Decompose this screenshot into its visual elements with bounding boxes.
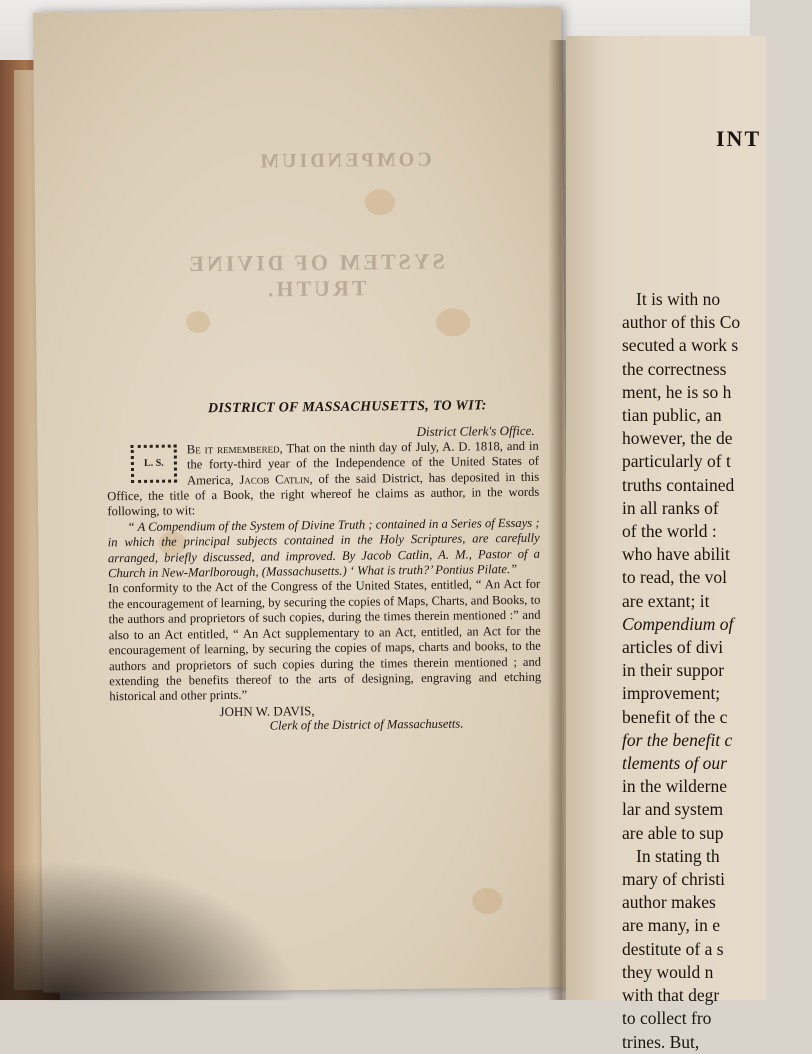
foxing-stain [186, 311, 210, 333]
introduction-text [622, 288, 812, 1054]
hand-shadow [0, 860, 300, 1000]
intro-line: of the world : [622, 521, 717, 542]
foxing-stain [436, 308, 470, 336]
intro-line: tian public, an [622, 405, 722, 426]
notice-line2: of the said District, has deposited in this Office, the title of a Book, the right whereof he claims as author, in the words following, to wit: [107, 469, 540, 519]
intro-line: trines. But, [622, 1031, 700, 1052]
intro-line: Compendium of [622, 613, 734, 634]
right-page [566, 36, 766, 1052]
intro-line: in all ranks of [622, 497, 719, 518]
bleed-through-subtitle: SYSTEM OF DIVINE TRUTH. [186, 248, 445, 302]
intro-line: with that degr [622, 985, 720, 1006]
intro-line: lar and system [622, 799, 724, 820]
intro-line: secuted a work s [622, 335, 739, 356]
intro-line: truths contained [622, 474, 735, 495]
intro-line: mary of christi [622, 869, 726, 890]
intro-line: author of this Co [622, 312, 741, 333]
remembered-text: Be it remembered, [186, 441, 283, 457]
intro-line: are extant; it [622, 590, 710, 611]
author-name: Jacob Catlin, [239, 471, 313, 487]
clerk-office-label: District Clerk's Office. [416, 423, 535, 440]
district-heading: DISTRICT OF MASSACHUSETTS, TO WIT: [207, 398, 487, 417]
signature-title: Clerk of the District of Massachusetts. [269, 716, 464, 733]
introduction-heading: INT [716, 126, 762, 151]
intro-line: for the benefit c [622, 729, 733, 750]
intro-line: they would n [622, 961, 714, 982]
notice-line1: That on the ninth day of July, A. D. 1818, and in the forty-third year of the Independence of the United States of America, [186, 438, 539, 488]
intro-line: destitute of a s [622, 938, 724, 959]
intro-line: ment, he is so h [622, 381, 732, 402]
book-title-text: “ A Compendium of the System of Divine Truth ; contained in a Series of Essays ; in which the principal subjects contained in the Holy Scriptures, are carefully arranged, briefly discussed, and improved. By Jacob Catlin, A. M., Pastor of a Church in New-Marlborough, (Massachusetts.) ‘ What is truth?’ Pontius Pilate.” [107, 515, 540, 581]
bleed-through-title: COMPENDIUM [257, 148, 432, 173]
intro-line: particularly of t [622, 451, 731, 472]
intro-line: tlements of our [622, 753, 727, 774]
intro-line: author makes [622, 892, 716, 913]
foxing-stain [365, 189, 395, 215]
intro-line: however, the de [622, 428, 733, 449]
intro-line: It is with no [636, 289, 721, 309]
conformity-text: In conformity to the Act of the Congress of the United States, entitled, “ An Act for the encouragement of learning, by securing the copies of Maps, Charts, and Books, to the authors and proprietors of such copies, during the times therein mentioned :” and also to an Act entitled, “ An Act supplementary to an Act, entitled, an Act for the encouragement of learning, by securing the copies of maps, charts and books, to the authors and proprietors of such copies during the times therein mentioned ; and extending the benefits thereof to the arts of designing, engraving and etching historical and other prints.” [108, 577, 542, 704]
foxing-stain [472, 888, 502, 914]
intro-line: benefit of the c [622, 706, 728, 727]
copyright-notice [106, 398, 541, 736]
intro-line: are many, in e [622, 915, 720, 936]
intro-line: to read, the vol [622, 567, 727, 588]
intro-line: are able to sup [622, 822, 724, 843]
intro-line: in the wilderne [622, 776, 727, 797]
intro-line: articles of divi [622, 637, 724, 658]
intro-line: in their suppor [622, 660, 725, 681]
seal-box: L. S. [131, 444, 177, 482]
intro-line: In stating th [636, 845, 720, 866]
intro-line: to collect fro [622, 1008, 712, 1029]
signature-name: JOHN W. DAVIS, [219, 702, 315, 719]
intro-line: who have abilit [622, 544, 730, 565]
intro-line: the correctness [622, 358, 727, 379]
intro-line: improvement; [622, 683, 721, 704]
